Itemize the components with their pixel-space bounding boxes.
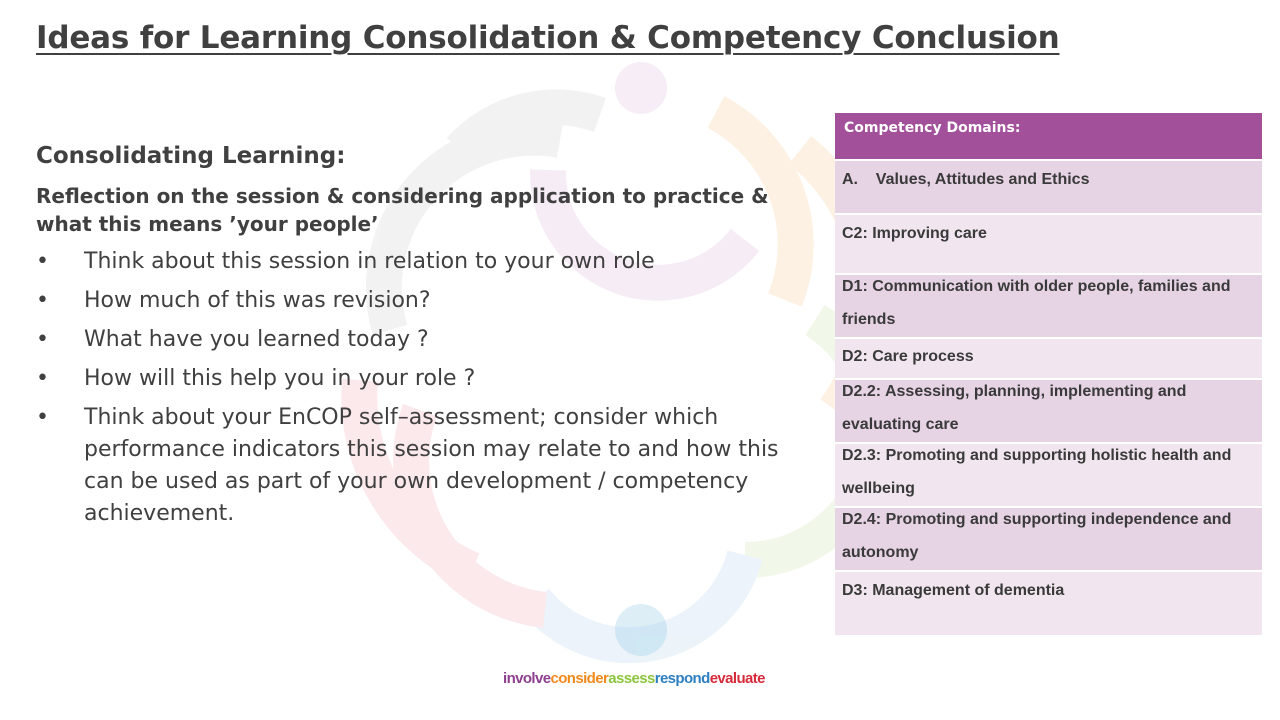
domain-row-c2: C2: Improving care [835,215,1262,275]
tagline-word: assess [608,670,655,687]
list-item [36,285,796,317]
footer-tagline [503,670,765,687]
list-item [36,324,796,356]
list-item [36,363,796,395]
domain-row-a: A. Values, Attitudes and Ethics [835,161,1262,215]
list-item [36,246,796,278]
tagline-word: respond [654,670,710,687]
tagline-word: involve [503,670,551,687]
domain-row-d3: D3: Management of dementia [835,572,1262,637]
bullet-text: What have you learned today ? [84,327,429,352]
bullet-list [36,246,796,537]
domain-row-d2-2: D2.2: Assessing, planning, implementing and evaluating care [835,380,1262,444]
tagline-word: evaluate [709,670,765,687]
domain-row-d2-4: D2.4: Promoting and supporting independence and autonomy [835,508,1262,572]
domain-row-d1: D1: Communication with older people, families and friends [835,275,1262,339]
bullet-text: How will this help you in your role ? [84,366,476,391]
bullet-icon: • [36,288,49,313]
bullet-icon: • [36,405,49,430]
competency-domains-header: Competency Domains: [835,113,1262,161]
bullet-icon: • [36,327,49,352]
consolidating-subheading: Reflection on the session & considering application to practice & what this means ’your people’ [36,184,769,236]
bullet-icon: • [36,366,49,391]
domain-row-d2: D2: Care process [835,339,1262,380]
bullet-icon: • [36,249,49,274]
page-title: Ideas for Learning Consolidation & Competency Conclusion [36,20,1060,56]
domain-row-d2-3: D2.3: Promoting and supporting holistic health and wellbeing [835,444,1262,508]
competency-domains-table [835,113,1262,637]
list-item [36,402,796,530]
bullet-text: Think about this session in relation to your own role [84,249,655,274]
bullet-text: How much of this was revision? [84,288,431,313]
bullet-text: Think about your EnCOP self–assessment; consider which performance indicators this session may relate to and how this can be used as part of your own development / competency achievement. [84,405,779,526]
tagline-word: consider [550,670,609,687]
consolidating-heading: Consolidating Learning: [36,143,346,169]
